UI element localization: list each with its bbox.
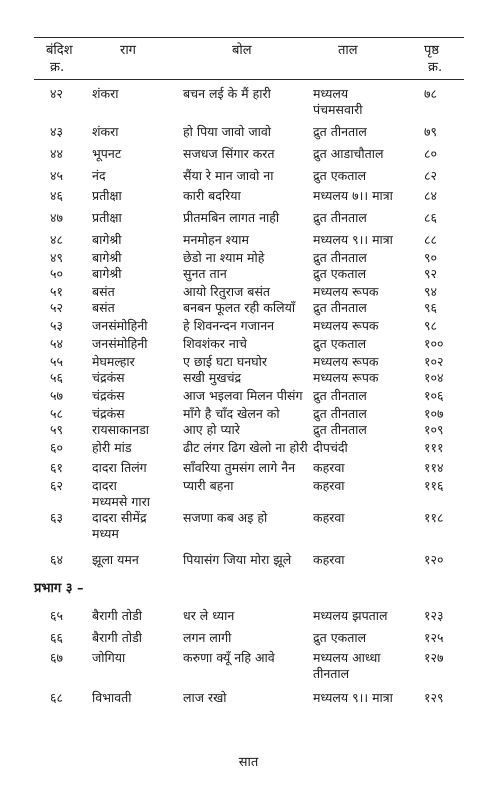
row-raag: दादरा सीमेंद्र xyxy=(92,510,147,525)
row-page: ७८ xyxy=(424,86,438,101)
row-taal: द्रुत तीनताल xyxy=(313,388,367,403)
row-taal: द्रुत तीनताल xyxy=(313,406,367,421)
row-bol: प्यारी बहना xyxy=(183,478,234,493)
row-page: १२७ xyxy=(424,650,444,665)
row-taal: द्रुत एकताल xyxy=(313,168,367,183)
row-number: ५८ xyxy=(50,406,64,421)
row-bol: साँवरिया तुमसंग लागे नैन xyxy=(183,460,296,475)
row-raag: शंकरा xyxy=(92,86,119,101)
row-bol: सजणा कब अइ हो xyxy=(183,510,268,525)
header-top-rule xyxy=(34,37,464,38)
row-taal: दीपचंदी xyxy=(313,440,348,455)
row-page: १२९ xyxy=(424,690,444,705)
row-raag: चंद्रकंस xyxy=(92,406,125,421)
row-taal: कहरवा xyxy=(313,460,345,475)
row-raag-line2: मध्यमसे गारा xyxy=(92,494,150,509)
row-taal: कहरवा xyxy=(313,510,345,525)
row-raag: नंद xyxy=(92,168,106,183)
row-taal-line2: पंचमसवारी xyxy=(313,102,363,117)
row-bol: करुणा क्यूँ नहि आवे xyxy=(183,650,275,665)
row-bol: कारी बदरिया xyxy=(183,188,241,203)
row-page: ११४ xyxy=(424,460,444,475)
row-bol: पियासंग जिया मोरा झूले xyxy=(183,552,292,567)
row-bol: लगन लागी xyxy=(183,630,232,645)
row-taal: मध्यलय ९।। मात्रा xyxy=(313,690,393,705)
row-raag: विभावती xyxy=(92,690,132,705)
row-bol: बचन लई के मैं हारी xyxy=(183,86,271,101)
row-taal: द्रुत तीनताल xyxy=(313,124,367,139)
row-bol: सखी मुखचंद्र xyxy=(183,370,242,385)
row-raag: बागेश्री xyxy=(92,250,122,265)
row-number: ५६ xyxy=(50,370,64,385)
row-bol: धर ले ध्यान xyxy=(183,608,235,623)
row-bol: छेडो ना श्याम मोहे xyxy=(183,250,265,265)
row-raag: रायसाकानडा xyxy=(92,422,149,437)
row-raag: बसंत xyxy=(92,300,115,315)
row-page: १२५ xyxy=(424,630,444,645)
header-page-line1: पृष्ठ xyxy=(424,43,440,58)
row-raag: जनसंमोहिनी xyxy=(92,336,148,351)
row-taal: मध्यलय आध्धा xyxy=(313,650,381,665)
row-page: ८६ xyxy=(424,210,438,225)
row-number: ४५ xyxy=(50,168,64,183)
row-number: ५३ xyxy=(50,318,64,333)
row-raag: चंद्रकंस xyxy=(92,370,125,385)
row-taal: कहरवा xyxy=(313,478,345,493)
row-page: ८० xyxy=(424,146,438,161)
row-taal: द्रुत एकताल xyxy=(313,266,367,281)
row-bol: सैंया रे मान जावो ना xyxy=(183,168,274,183)
row-number: ६४ xyxy=(50,552,64,567)
row-page: ९४ xyxy=(424,284,438,299)
row-raag: भूपनट xyxy=(92,146,122,161)
header-no-line2: क्र. xyxy=(50,60,65,75)
row-number: ४२ xyxy=(50,86,64,101)
row-taal: कहरवा xyxy=(313,552,345,567)
row-number: ५१ xyxy=(50,284,64,299)
row-page: ८८ xyxy=(424,232,438,247)
row-raag: चंद्रकंस xyxy=(92,388,125,403)
page-number-footer: सात xyxy=(238,755,259,770)
row-page: १२० xyxy=(424,552,444,567)
header-no-line1: बंदिश xyxy=(46,43,73,58)
row-raag: बैरागी तोडी xyxy=(92,608,143,623)
row-number: ५५ xyxy=(50,354,64,369)
row-bol: आज भइलवा मिलन पीसंग xyxy=(183,388,303,403)
row-page: ८४ xyxy=(424,188,438,203)
row-raag: जोगिया xyxy=(92,650,126,665)
row-number: ५९ xyxy=(50,422,64,437)
row-taal: मध्यलय रूपक xyxy=(313,284,379,299)
row-number: ६५ xyxy=(50,608,64,623)
row-number: ४७ xyxy=(50,210,64,225)
row-page: १०४ xyxy=(424,370,444,385)
row-number: ६७ xyxy=(50,650,64,665)
row-raag: होरी मांड xyxy=(92,440,132,455)
row-page: १०२ xyxy=(424,354,444,369)
row-bol: हो पिया जावो जावो xyxy=(183,124,272,139)
row-page: १०९ xyxy=(424,422,444,437)
row-raag: बागेश्री xyxy=(92,232,122,247)
row-number: ४४ xyxy=(50,146,64,161)
header-taal: ताल xyxy=(338,43,358,58)
row-number: ६३ xyxy=(50,510,64,525)
row-raag: शंकरा xyxy=(92,124,119,139)
row-page: १०७ xyxy=(424,406,444,421)
row-bol: प्रीतमबिन लागत नाही xyxy=(183,210,280,225)
row-page: १११ xyxy=(424,440,444,455)
row-raag: मेघमल्हार xyxy=(92,354,135,369)
row-taal: मध्यलय ७।। मात्रा xyxy=(313,188,393,203)
row-number: ६१ xyxy=(50,460,64,475)
row-taal: द्रुत तीनताल xyxy=(313,300,367,315)
row-bol: मनमोहन श्याम xyxy=(183,232,249,247)
row-raag-line2: मध्यम xyxy=(92,526,119,541)
row-raag: बागेश्री xyxy=(92,266,122,281)
row-bol: सुनत तान xyxy=(183,266,227,281)
row-page: १०६ xyxy=(424,388,444,403)
section-title: प्रभाग ३ – xyxy=(34,581,84,596)
row-number: ६६ xyxy=(50,630,64,645)
row-taal: द्रुत तीनताल xyxy=(313,422,367,437)
header-bottom-rule xyxy=(34,79,464,80)
row-taal: मध्यलय रूपक xyxy=(313,354,379,369)
row-raag: प्रतीक्षा xyxy=(92,210,122,225)
row-bol: बनबन फूलत रही कलियाँ xyxy=(183,300,296,315)
row-page: १०० xyxy=(424,336,444,351)
row-raag: प्रतीक्षा xyxy=(92,188,122,203)
row-page: ९० xyxy=(424,250,438,265)
row-taal: मध्यलय रूपक xyxy=(313,318,379,333)
row-page: ११८ xyxy=(424,510,444,525)
row-number: ४९ xyxy=(50,250,64,265)
row-bol: आए हो प्यारे xyxy=(183,422,240,437)
row-taal: द्रुत तीनताल xyxy=(313,210,367,225)
row-taal: मध्यलय रूपक xyxy=(313,370,379,385)
row-bol: हे शिवनन्दन गजानन xyxy=(183,318,275,333)
row-taal: द्रुत तीनताल xyxy=(313,250,367,265)
row-raag: जनसंमोहिनी xyxy=(92,318,148,333)
row-number: ५२ xyxy=(50,300,64,315)
row-page: ९६ xyxy=(424,300,438,315)
row-bol: ए छाई घटा घनघोर xyxy=(183,354,267,369)
row-raag: झूला यमन xyxy=(92,552,139,567)
row-number: ५७ xyxy=(50,388,64,403)
row-number: ४८ xyxy=(50,232,64,247)
row-number: ४६ xyxy=(50,188,64,203)
row-bol: माँगे है चाँद खेलन को xyxy=(183,406,280,421)
row-raag: बसंत xyxy=(92,284,115,299)
row-taal: मध्यलय xyxy=(313,86,349,101)
row-page: ७९ xyxy=(424,124,438,139)
row-page: ९२ xyxy=(424,266,438,281)
row-bol: शिवशंकर नाचे xyxy=(183,336,247,351)
row-page: ८२ xyxy=(424,168,438,183)
row-number: ५४ xyxy=(50,336,64,351)
row-bol: आयो रितुराज बसंत xyxy=(183,284,271,299)
row-bol: ढीट लंगर ढिग खेलो ना होरी xyxy=(183,440,308,455)
row-taal: द्रुत आडाचौताल xyxy=(313,146,384,161)
row-raag: दादरा तिलंग xyxy=(92,460,147,475)
row-number: ६२ xyxy=(50,478,64,493)
row-taal: मध्यलय झपताल xyxy=(313,608,388,623)
row-taal: द्रुत एकताल xyxy=(313,336,367,351)
header-page-line2: क्र. xyxy=(428,60,443,75)
row-number: ६० xyxy=(50,440,64,455)
row-page: १२३ xyxy=(424,608,444,623)
header-bol: बोल xyxy=(232,43,252,58)
row-bol: लाज रखो xyxy=(183,690,227,705)
row-bol: सजधज सिंगार करत xyxy=(183,146,275,161)
row-page: ९८ xyxy=(424,318,438,333)
row-taal: द्रुत एकताल xyxy=(313,630,367,645)
row-taal-line2: तीनताल xyxy=(313,666,350,681)
row-taal: मध्यलय ९।। मात्रा xyxy=(313,232,393,247)
row-raag: दादरा xyxy=(92,478,117,493)
row-number: ५० xyxy=(50,266,64,281)
row-page: ११६ xyxy=(424,478,444,493)
row-raag: बैरागी तोडी xyxy=(92,630,143,645)
table-header xyxy=(0,0,497,80)
header-raag: राग xyxy=(120,43,137,58)
row-number: ६८ xyxy=(50,690,64,705)
row-number: ४३ xyxy=(50,124,64,139)
